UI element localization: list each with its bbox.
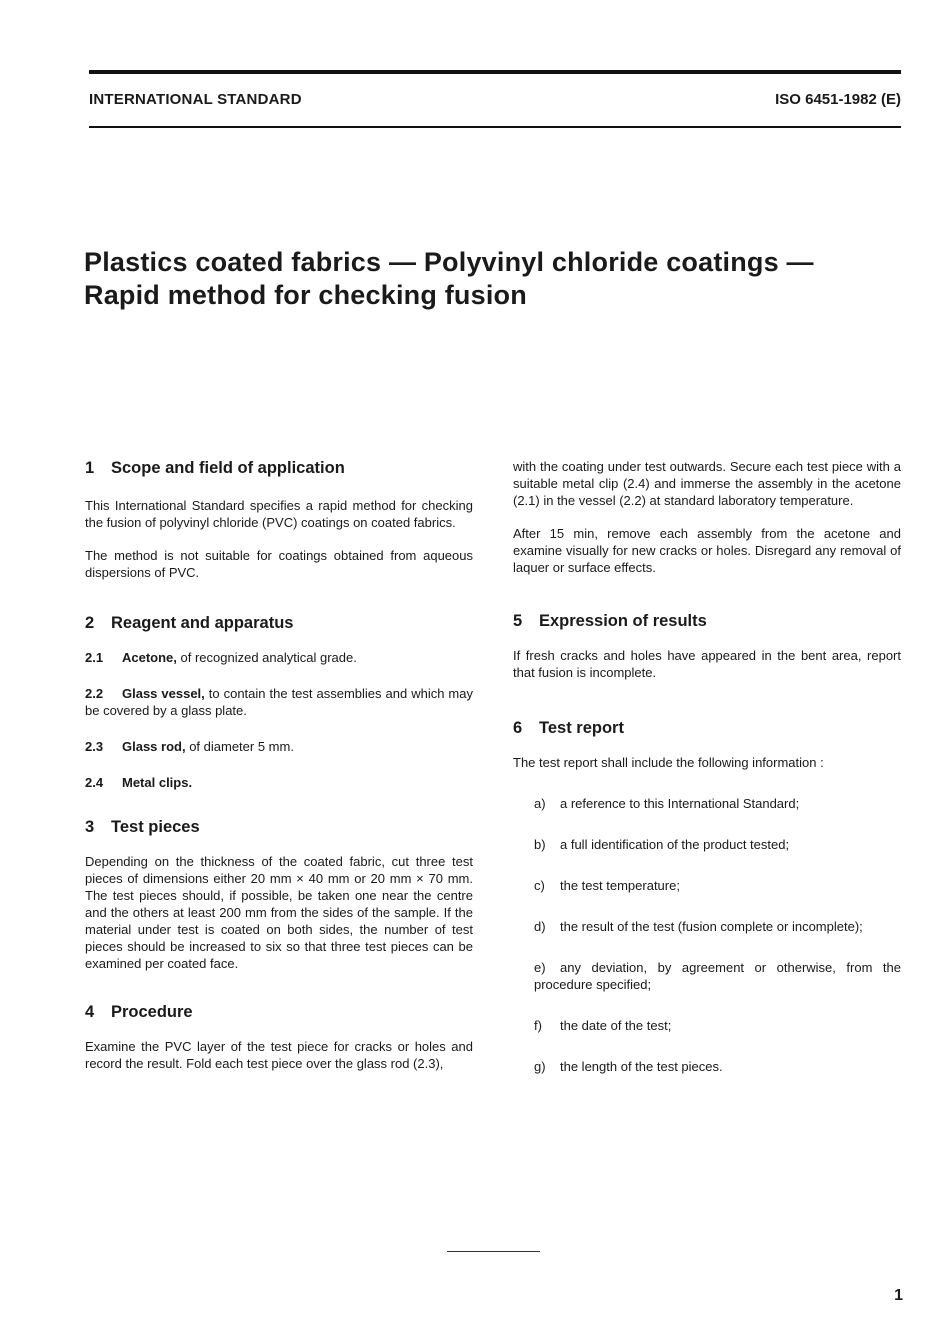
section-6-heading bbox=[513, 718, 901, 738]
page-title bbox=[84, 246, 904, 312]
section-number: 2 bbox=[85, 614, 95, 632]
title-line-2: Rapid method for checking fusion bbox=[84, 280, 527, 310]
section-title: Reagent and apparatus bbox=[111, 614, 294, 632]
section-title: Expression of results bbox=[539, 612, 707, 630]
section-number: 6 bbox=[513, 719, 523, 737]
section-title: Scope and field of application bbox=[111, 459, 345, 477]
section-title: Test report bbox=[539, 719, 624, 737]
section-4-paragraph-3: After 15 min, remove each assembly from the acetone and examine visually for new cracks or holes. Disregard any removal of laquer or surface effects. bbox=[513, 526, 901, 575]
left-column bbox=[85, 458, 473, 1072]
section-3-paragraph: Depending on the thickness of the coated fabric, cut three test pieces of dimensions either 20 mm × 40 mm or 20 mm × 70 mm. The test pieces should, if possible, be taken one near the centre and the others at least 200 mm from the sides of the sample. If the material under test is coated on both sides, the number of test pieces should be increased to six so that three test pieces can be examined per coated face. bbox=[85, 854, 473, 971]
section-5-heading bbox=[513, 611, 901, 631]
section-4-paragraph-1: Examine the PVC layer of the test piece for cracks or holes and record the result. Fold each test piece over the glass rod (2.3), bbox=[85, 1039, 473, 1071]
section-number: 1 bbox=[85, 459, 95, 477]
item-2-3: 2.3 Glass rod, of diameter 5 mm. bbox=[85, 739, 294, 754]
section-number: 3 bbox=[85, 818, 95, 836]
list-item: g) the length of the test pieces. bbox=[534, 1059, 723, 1074]
list-item: a) a reference to this International Standard; bbox=[534, 796, 800, 811]
section-1-heading bbox=[85, 458, 473, 478]
header-bottom-rule bbox=[89, 126, 901, 128]
item-2-4: 2.4 Metal clips. bbox=[85, 775, 193, 790]
list-item: c) the test temperature; bbox=[534, 878, 680, 893]
section-number: 4 bbox=[85, 1003, 95, 1021]
section-3-heading bbox=[85, 817, 473, 837]
section-1-paragraph-1: This International Standard specifies a rapid method for checking the fusion of polyvinyl chloride (PVC) coatings on coated fabrics. bbox=[85, 498, 473, 530]
section-title: Test pieces bbox=[111, 818, 200, 836]
list-item: b) a full identification of the product tested; bbox=[534, 837, 790, 852]
list-item: f) the date of the test; bbox=[534, 1018, 672, 1033]
document-type-label: INTERNATIONAL STANDARD bbox=[89, 91, 302, 108]
title-line-1: Plastics coated fabrics — Polyvinyl chloride coatings — bbox=[84, 247, 814, 277]
section-6-intro: The test report shall include the following information : bbox=[513, 755, 824, 770]
section-title: Procedure bbox=[111, 1003, 193, 1021]
section-4-heading bbox=[85, 1002, 473, 1022]
section-number: 5 bbox=[513, 612, 523, 630]
section-1-paragraph-2: The method is not suitable for coatings obtained from aqueous dispersions of PVC. bbox=[85, 548, 473, 580]
item-2-2: 2.2 Glass vessel, to contain the test assemblies and which may be covered by a glass plate. bbox=[85, 686, 473, 718]
document-number: ISO 6451-1982 (E) bbox=[775, 91, 901, 108]
item-2-1: 2.1 Acetone, of recognized analytical grade. bbox=[85, 650, 357, 665]
right-column bbox=[513, 458, 901, 1075]
page-number: 1 bbox=[894, 1287, 903, 1304]
list-item: d) the result of the test (fusion complete or incomplete); bbox=[534, 919, 863, 934]
header-top-rule bbox=[89, 70, 901, 74]
footer-rule bbox=[447, 1251, 540, 1252]
report-items-list bbox=[513, 795, 901, 1075]
section-4-paragraph-2: with the coating under test outwards. Secure each test piece with a suitable metal clip (2.4) and immerse the assembly in the acetone (2.1) in the vessel (2.2) at standard laboratory temperature. bbox=[513, 459, 901, 508]
section-2-heading bbox=[85, 613, 473, 633]
section-5-paragraph: If fresh cracks and holes have appeared in the bent area, report that fusion is incomplete. bbox=[513, 648, 901, 680]
list-item: e) any deviation, by agreement or otherwise, from the procedure specified; bbox=[534, 960, 901, 992]
